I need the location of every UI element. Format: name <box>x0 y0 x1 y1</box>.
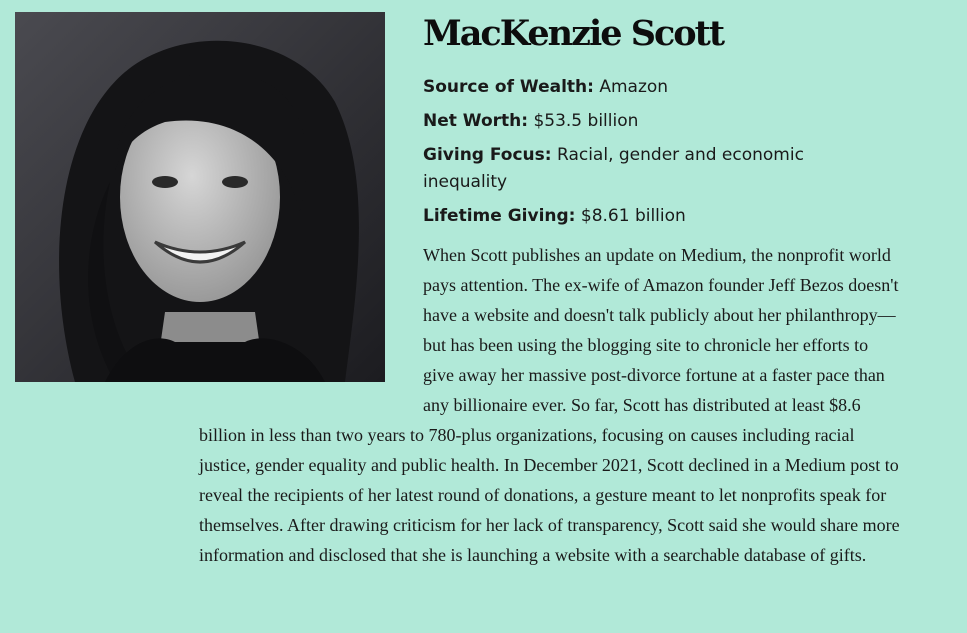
bio-text: When Scott publishes an update on Medium, the nonprofit world pays attention. The ex-wife of Amazon founder Jeff Bezos doesn't have a website and doesn't talk publicly about her philanthropy—but has been using the blogging site to chronicle her efforts to give away her massive post-divorce fortune at a faster pace than any billionaire ever. So far, Scott has distributed at least $8.6 billion in less than two years to 780-plus organizations, focusing on causes including racial justice, gender equality and public health. In December 2021, Scott declined in a Medium post to reveal the recipients of her latest round of donations, a gesture meant to let nonprofits speak for themselves. After drawing criticism for her lack of transparency, Scott said she would share more information and disclosed that she is launching a website with a searchable database of gifts. <box>199 245 900 565</box>
person-name: MacKenzie Scott <box>423 13 723 54</box>
fact-net-worth <box>423 108 893 135</box>
bio-paragraph <box>199 240 901 570</box>
fact-label: Source of Wealth: <box>423 77 594 97</box>
fact-label: Giving Focus: <box>423 145 552 165</box>
fact-value: Racial, gender and economic inequality <box>423 145 804 192</box>
fact-giving-focus <box>423 142 893 196</box>
fact-value: $53.5 billion <box>533 111 639 131</box>
fact-label: Lifetime Giving: <box>423 206 576 226</box>
fact-label: Net Worth: <box>423 111 529 131</box>
facts-list <box>423 74 893 237</box>
fact-lifetime-giving <box>423 203 893 230</box>
fact-value: $8.61 billion <box>580 206 686 226</box>
fact-value: Amazon <box>599 77 669 97</box>
fact-source-of-wealth <box>423 74 893 101</box>
